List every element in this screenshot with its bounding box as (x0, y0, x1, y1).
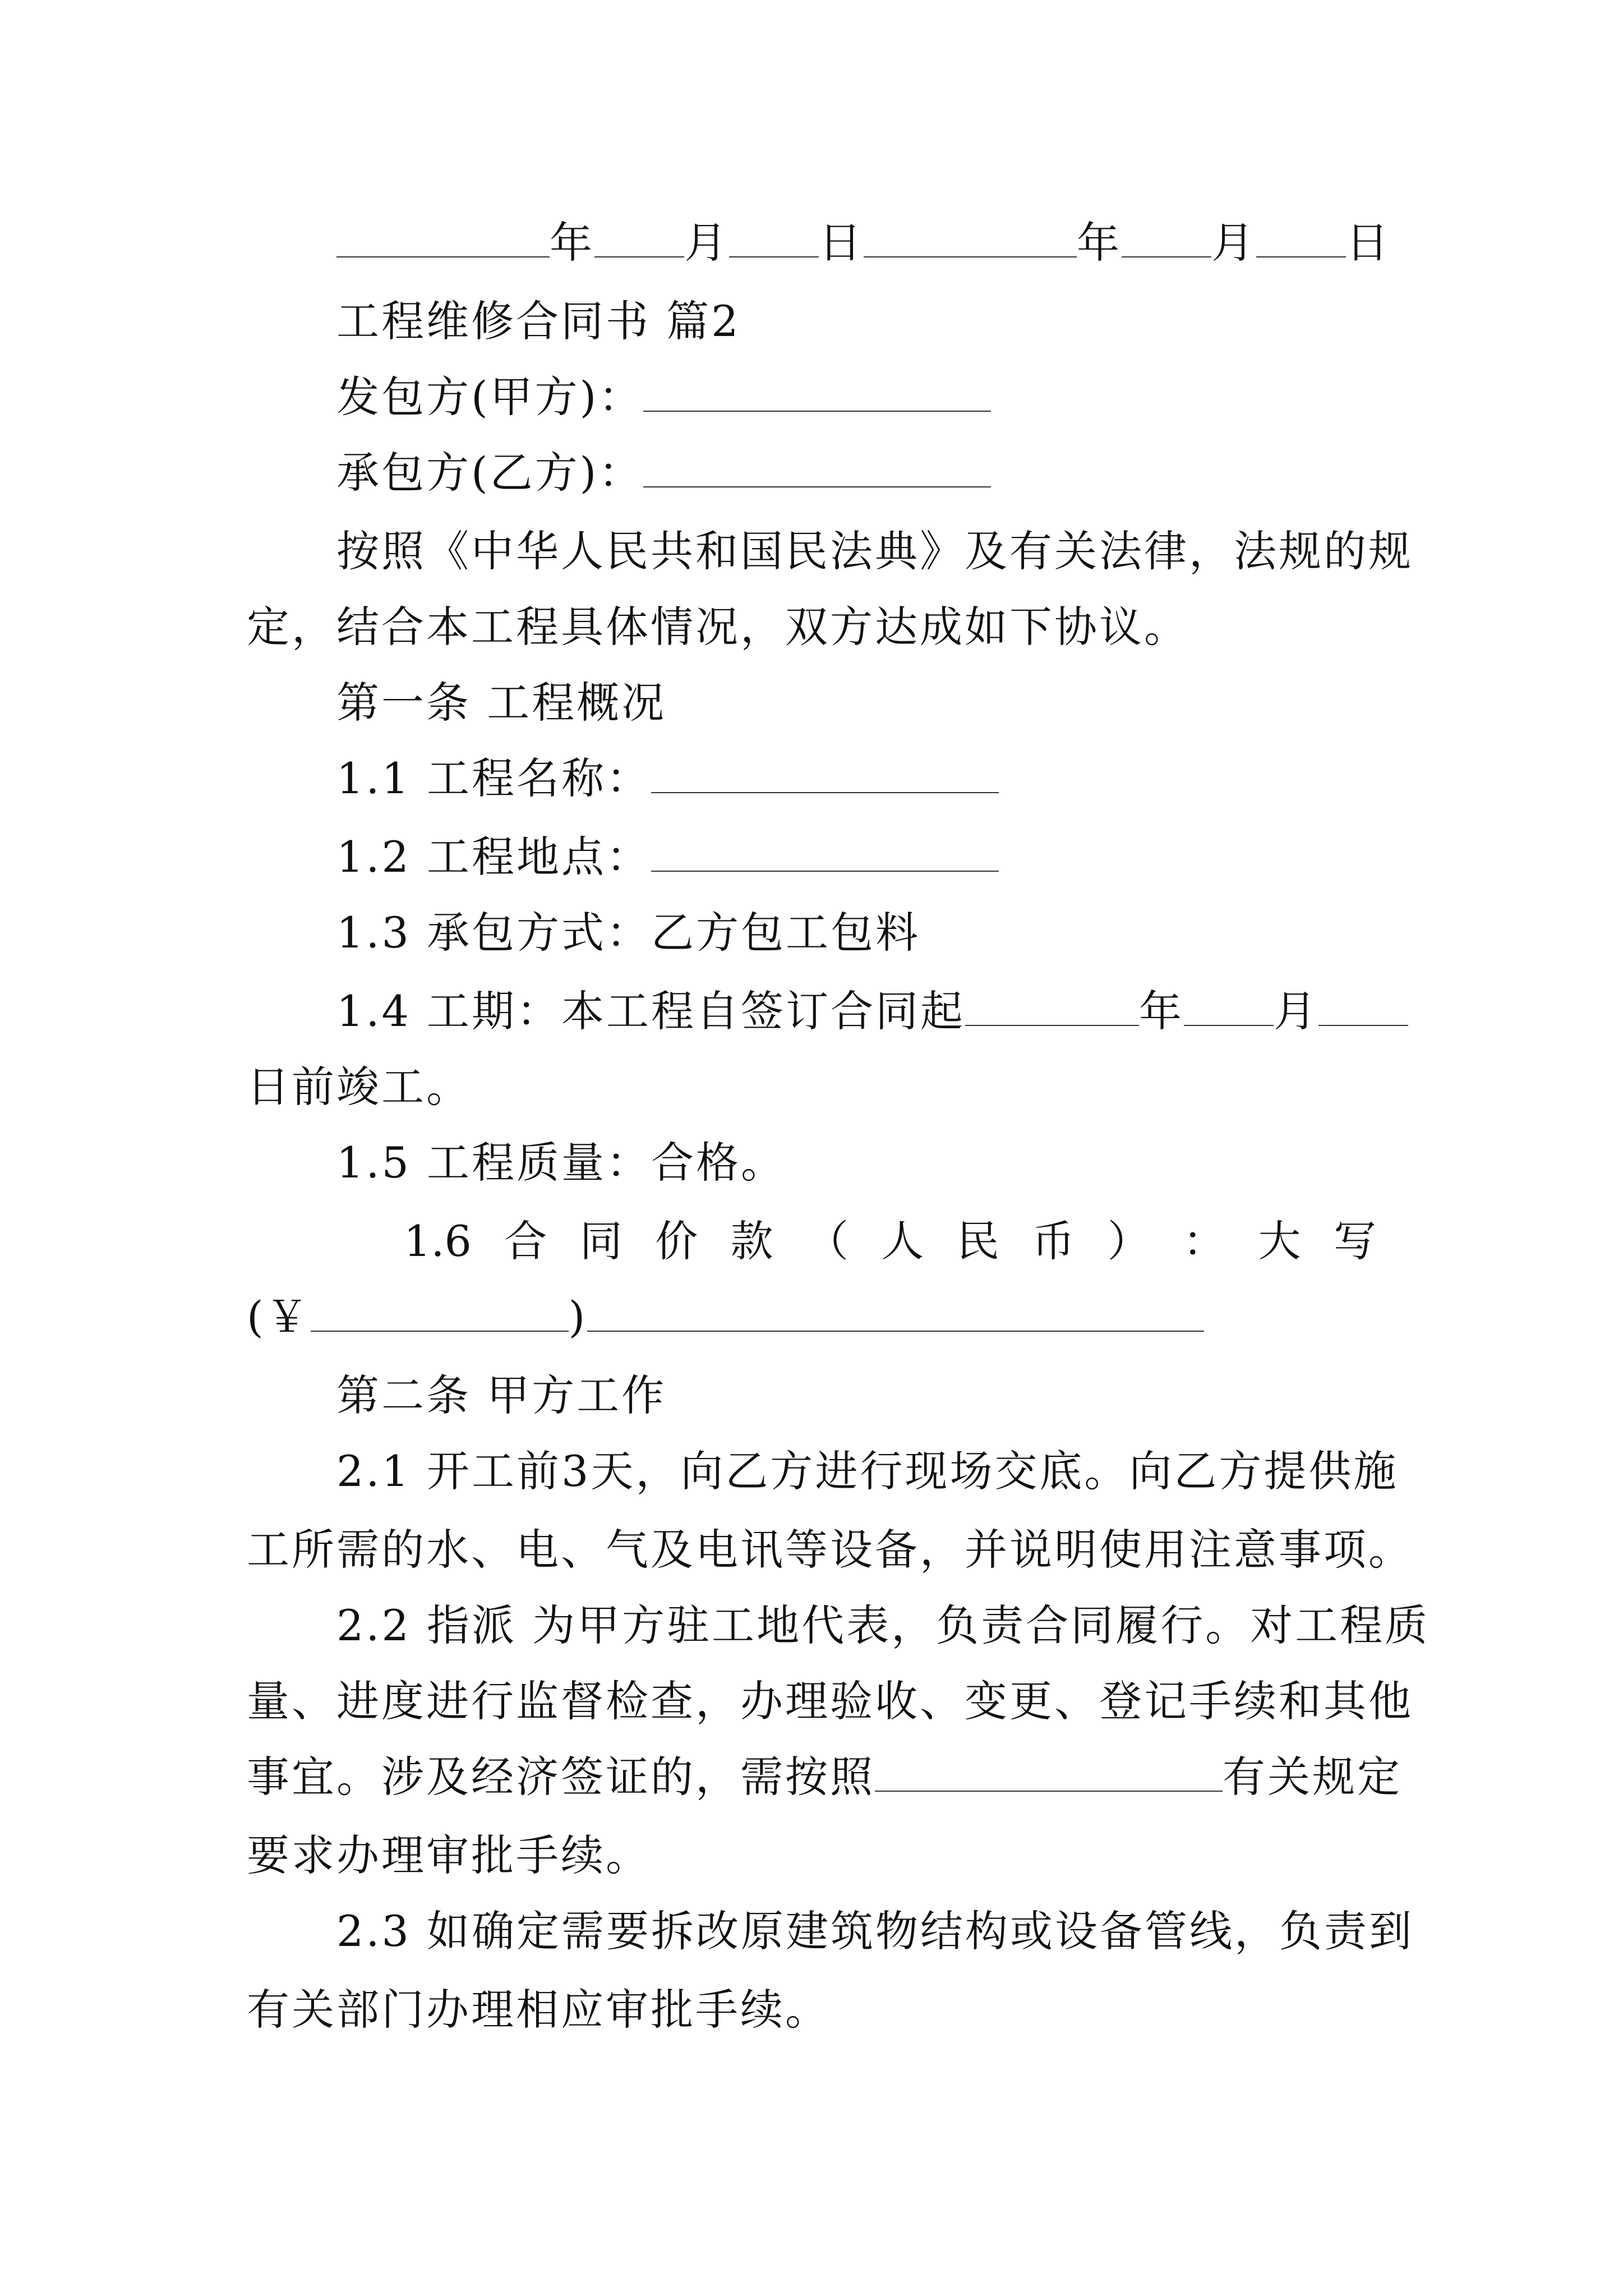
party-a-field[interactable] (643, 378, 991, 412)
amount-words-field[interactable] (587, 1298, 1204, 1332)
year-label: 年 (550, 218, 594, 268)
item-2-2-line-4: 要求办理审批手续。 (247, 1830, 651, 1880)
item-1-6-char: 民 (956, 1216, 999, 1266)
blank-day-2[interactable] (1256, 224, 1346, 257)
day-label: 日 (819, 218, 864, 268)
item-2-3-line-1: 2.3 如确定需要拆改原建筑物结构或设备管线，负责到 (336, 1906, 1414, 1956)
blank-month-2[interactable] (1122, 224, 1211, 257)
month-label: 月 (1211, 218, 1256, 268)
blank-day-1[interactable] (729, 224, 819, 257)
party-a-line (336, 372, 991, 422)
item-1-2-label: 1.2 工程地点： (336, 832, 652, 882)
project-name-field[interactable] (651, 760, 999, 793)
item-1-6-char: 同 (579, 1216, 623, 1266)
item-1-6-char: 1.6 (404, 1216, 472, 1266)
item-1-6-char: 大 (1258, 1216, 1301, 1266)
item-2-1-line-2: 工所需的水、电、气及电讯等设备，并说明使用注意事项。 (247, 1525, 1413, 1575)
item-2-2-line-2: 量、进度进行监督检查，办理验收、变更、登记手续和其他 (247, 1676, 1413, 1726)
item-2-1-line-1: 2.1 开工前3天，向乙方进行现场交底。向乙方提供施 (336, 1446, 1399, 1496)
regulation-field[interactable] (875, 1758, 1223, 1792)
item-2-3-line-2: 有关部门办理相应审批手续。 (247, 1985, 830, 2035)
item-1-6-char: ： (1183, 1216, 1226, 1266)
item-1-6-char: （ (805, 1216, 849, 1266)
party-b-label: 承包方(乙方)： (336, 448, 644, 498)
amount-open: (￥ (247, 1292, 311, 1342)
item-1-4-tail: 日前竣工。 (247, 1062, 471, 1112)
item-1-6-char: 款 (730, 1216, 773, 1266)
item-1-1 (336, 753, 999, 803)
date-line (336, 218, 1391, 268)
item-1-4-prefix: 1.4 工期：本工程自签订合同起 (336, 986, 966, 1036)
party-b-line (336, 448, 991, 498)
year-label: 年 (1139, 986, 1184, 1036)
project-location-field[interactable] (651, 838, 999, 872)
item-2-2-line-3 (247, 1752, 1402, 1802)
item-1-6-char: 人 (881, 1216, 924, 1266)
blank-year-2[interactable] (864, 224, 1077, 257)
item-2-2-line-1: 2.2 指派 为甲方驻工地代表，负责合同履行。对工程质 (336, 1600, 1430, 1650)
item-2-2-line-3-suffix: 有关规定 (1223, 1752, 1402, 1802)
article-2-title: 第二条 甲方工作 (336, 1370, 667, 1420)
day-label: 日 (1346, 218, 1391, 268)
month-label: 月 (1274, 986, 1319, 1036)
item-1-1-label: 1.1 工程名称： (336, 753, 652, 803)
blank-year-1[interactable] (336, 224, 550, 257)
item-1-6-char: 合 (504, 1216, 547, 1266)
party-b-field[interactable] (643, 454, 991, 487)
year-label: 年 (1077, 218, 1122, 268)
item-2-2-line-3-prefix: 事宜。涉及经济签证的，需按照 (247, 1752, 875, 1802)
document-heading: 工程维修合同书 篇2 (336, 296, 741, 346)
item-1-3: 1.3 承包方式：乙方包工包料 (336, 908, 921, 958)
party-a-label: 发包方(甲方)： (336, 372, 644, 422)
amount-close: ) (568, 1292, 588, 1342)
item-1-6-amount (247, 1292, 1204, 1342)
item-1-6-char: ） (1107, 1216, 1150, 1266)
duration-day-field[interactable] (1318, 992, 1408, 1026)
item-1-2 (336, 832, 999, 882)
item-1-5: 1.5 工程质量：合格。 (336, 1138, 786, 1188)
preamble-line-1: 按照《中华人民共和国民法典》及有关法律，法规的规 (336, 526, 1413, 576)
item-1-4 (336, 986, 1408, 1036)
preamble-line-2: 定，结合本工程具体情况，双方达成如下协议。 (247, 602, 1189, 652)
item-1-6-line (404, 1216, 1376, 1266)
item-1-6-char: 币 (1032, 1216, 1075, 1266)
amount-figure-field[interactable] (311, 1298, 569, 1332)
article-1-title: 第一条 工程概况 (336, 678, 667, 728)
item-1-6-char: 价 (655, 1216, 698, 1266)
duration-year-field[interactable] (965, 992, 1139, 1026)
month-label: 月 (684, 218, 729, 268)
blank-month-1[interactable] (594, 224, 684, 257)
duration-month-field[interactable] (1184, 992, 1274, 1026)
item-1-6-char: 写 (1333, 1216, 1376, 1266)
